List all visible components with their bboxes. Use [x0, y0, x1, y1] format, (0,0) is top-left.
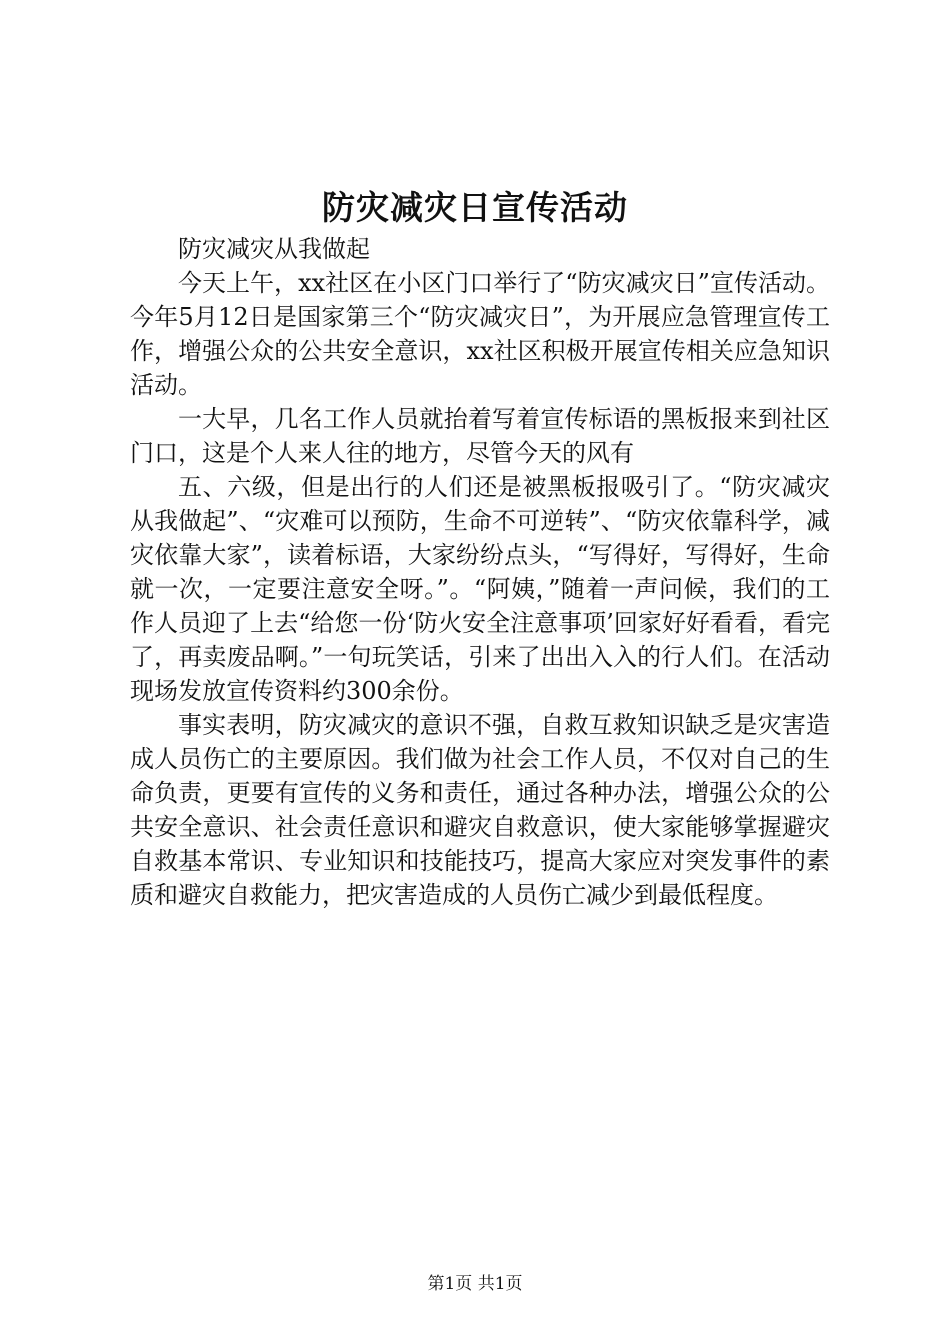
body-paragraph: 五、六级，但是出行的人们还是被黑板报吸引了。“防灾减灾从我做起”、“灾难可以预防，生命不可逆转”、“防灾依靠科学，减灾依靠大家”，读着标语，大家纷纷点头，“写得好，写得好，生命就一次，一定要注意安全呀。”。“阿姨，”随着一声问候，我们的工作人员迎了上去“给您一份‘防火安全注意事项’回家好好看看，看完了，再卖废品啊。”一句玩笑话，引来了出出入入的行人们。在活动现场发放宣传资料约300余份。: [130, 473, 830, 705]
document-title: 防灾减灾日宣传活动: [322, 188, 628, 227]
document-body: [130, 232, 830, 912]
body-paragraph: 今天上午，xx社区在小区门口举行了“防灾减灾日”宣传活动。今年5月12日是国家第三个“防灾减灾日”，为开展应急管理宣传工作，增强公众的公共安全意识，xx社区积极开展宣传相关应急知识活动。: [130, 269, 830, 399]
page-footer: 第1页 共1页: [427, 1274, 523, 1294]
body-paragraph: 事实表明，防灾减灾的意识不强，自救互救知识缺乏是灾害造成人员伤亡的主要原因。我们做为社会工作人员，不仅对自己的生命负责，更要有宣传的义务和责任，通过各种办法，增强公众的公共安全意识、社会责任意识和避灾自救意识，使大家能够掌握避灾自救基本常识、专业知识和技能技巧，提高大家应对突发事件的素质和避灾自救能力，把灾害造成的人员伤亡减少到最低程度。: [130, 711, 830, 909]
subtitle-paragraph: 防灾减灾从我做起: [178, 235, 370, 263]
body-paragraph: 一大早，几名工作人员就抬着写着宣传标语的黑板报来到社区门口，这是个人来人往的地方，尽管今天的风有: [130, 405, 830, 467]
